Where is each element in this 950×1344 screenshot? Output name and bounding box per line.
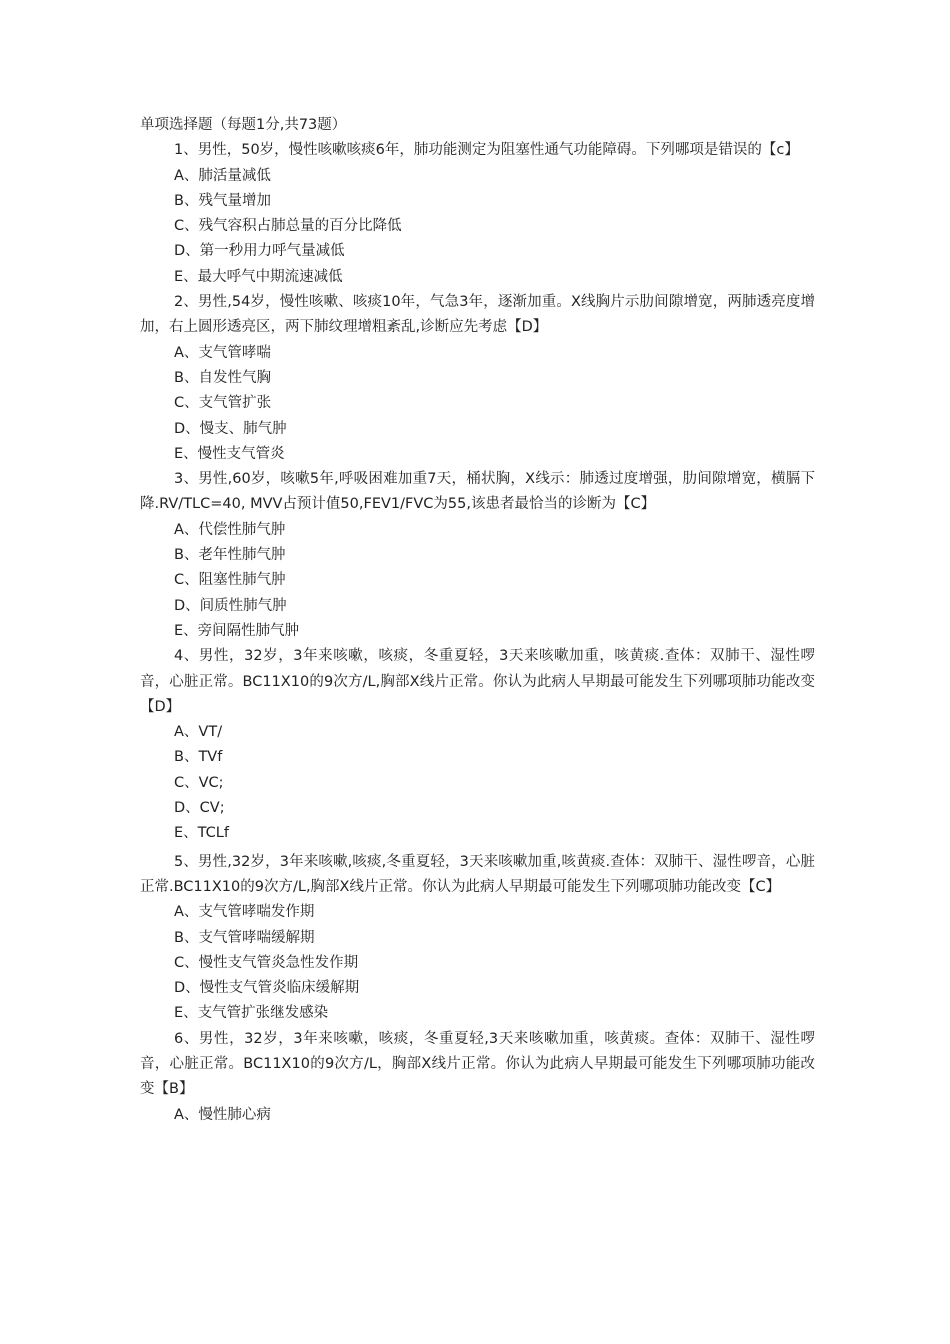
question-stem: 6、男性，32岁，3年来咳嗽，咳痰，冬重夏轻,3天来咳嗽加重，咳黄痰。查体：双肺干、湿性啰音，心脏正常。BC11X10的9次方/L，胸部X线片正常。你认为此病人早期最可能发生下列哪项肺功能改变【B】 [140,1030,815,1098]
option-b: B、老年性肺气肿 [174,547,286,564]
question-5 [140,850,815,1027]
option-d: D、第一秒用力呼气量减低 [174,243,345,260]
section-heading: 单项选择题（每题1分,共73题） [140,117,347,133]
option-c: C、VC; [174,774,224,791]
question-1 [140,138,815,290]
option-b: B、TVf [174,749,223,766]
option-e: E、最大呼气中期流速减低 [174,268,343,285]
question-4 [140,644,815,846]
option-a: A、支气管哮喘发作期 [174,904,315,921]
option-d: D、间质性肺气肿 [174,597,287,614]
option-a: A、代偿性肺气肿 [174,521,286,538]
question-3 [140,467,815,644]
option-b: B、支气管哮喘缓解期 [174,929,315,946]
question-stem: 2、男性,54岁，慢性咳嗽、咳痰10年，气急3年，逐渐加重。X线胸片示肋间隙增宽，两肺透亮度增加，右上圆形透亮区，两下肺纹理增粗紊乱,诊断应先考虑【D】 [140,294,815,336]
option-e: E、TCLf [174,825,229,842]
option-d: D、CV; [174,800,225,817]
option-c: C、阻塞性肺气肿 [174,572,286,589]
option-a: A、慢性肺心病 [174,1106,271,1123]
question-stem: 3、男性,60岁，咳嗽5年,呼吸困难加重7天，桶状胸，X线示：肺透过度增强，肋间隙增宽，横膈下降.RV/TLC=40, MVV占预计值50,FEV1/FVC为55,该患者最恰当的诊断为【C】 [140,471,815,513]
option-e: E、慢性支气管炎 [174,445,285,462]
question-stem: 1、男性，50岁，慢性咳嗽咳痰6年，肺功能测定为阻塞性通气功能障碍。下列哪项是错误的【c】 [174,142,799,159]
option-c: C、慢性支气管炎急性发作期 [174,954,359,971]
option-c: C、支气管扩张 [174,395,272,412]
option-b: B、残气量增加 [174,192,271,209]
question-6 [140,1027,815,1128]
option-a: A、VT/ [174,724,223,741]
question-2 [140,290,815,467]
option-a: A、支气管哮喘 [174,344,271,361]
question-stem: 5、男性,32岁，3年来咳嗽,咳痰,冬重夏轻，3天来咳嗽加重,咳黄痰.查体：双肺干、湿性啰音，心脏正常.BC11X10的9次方/L,胸部X线片正常。你认为此病人早期最可能发生下列哪项肺功能改变【C】 [140,853,815,895]
option-e: E、支气管扩张继发感染 [174,1005,329,1022]
option-d: D、慢支、肺气肿 [174,420,287,437]
question-stem: 4、男性，32岁，3年来咳嗽，咳痰，冬重夏轻，3天来咳嗽加重，咳黄痰.查体：双肺干、湿性啰音，心脏正常。BC11X10的9次方/L,胸部X线片正常。你认为此病人早期最可能发生下列哪项肺功能改变【D】 [140,648,815,715]
document-page [140,113,815,1128]
option-c: C、残气容积占肺总量的百分比降低 [174,218,402,235]
option-b: B、自发性气胸 [174,369,271,386]
option-e: E、旁间隔性肺气肿 [174,622,300,639]
option-a: A、肺活量减低 [174,167,271,184]
option-d: D、慢性支气管炎临床缓解期 [174,980,360,997]
